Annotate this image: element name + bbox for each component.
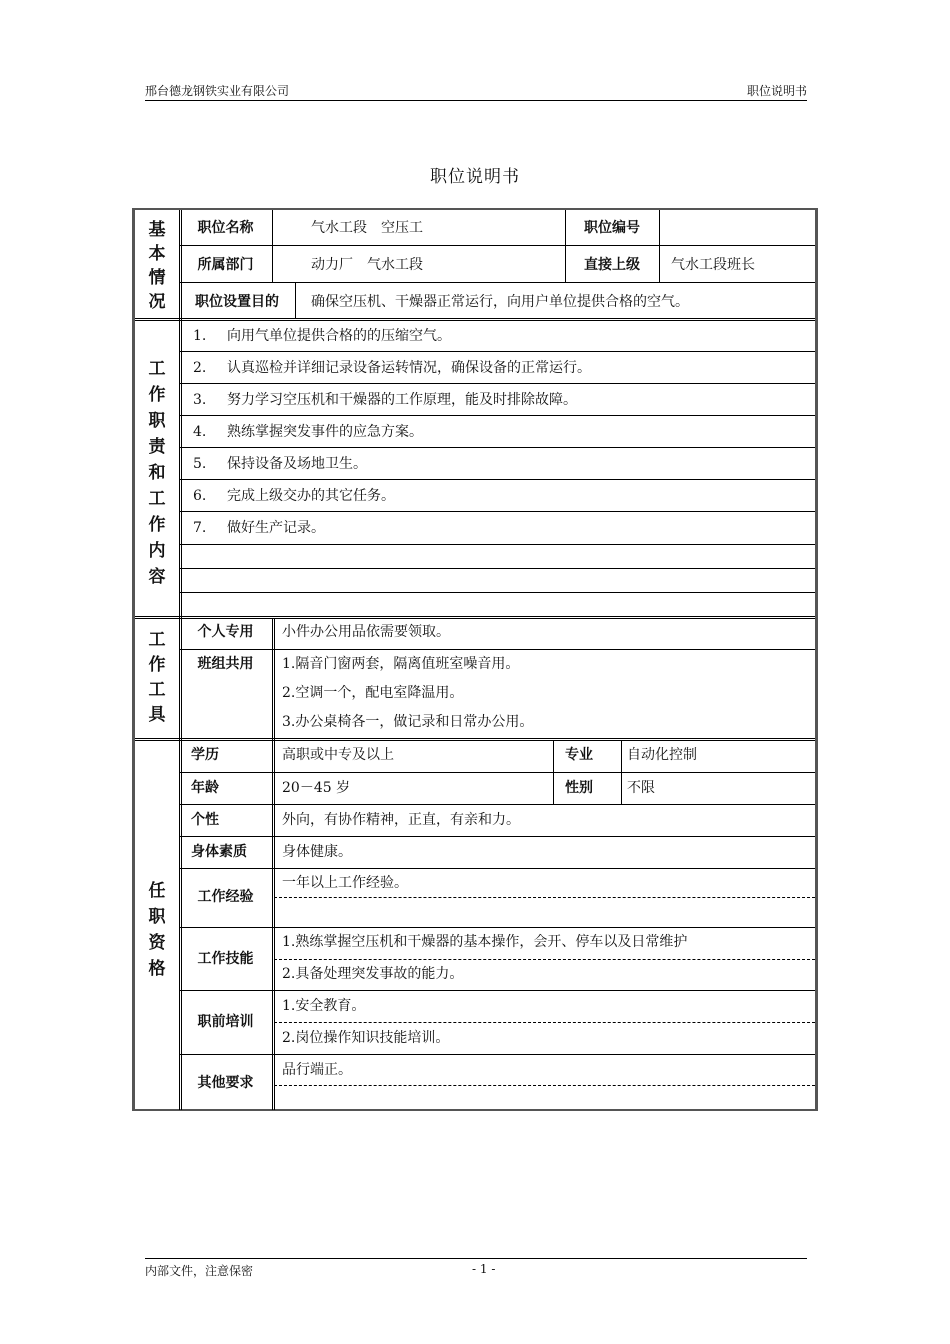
duty-item: 5. 保持设备及场地卫生。 xyxy=(193,456,367,472)
position-name-value: 气水工段 空压工 xyxy=(311,220,423,236)
education-label: 学历 xyxy=(191,747,219,763)
row-line xyxy=(179,245,815,246)
dashed-line xyxy=(274,959,815,960)
section-tools: 工 作 工 具 xyxy=(148,630,166,725)
duty-item: 1. 向用气单位提供合格的的压缩空气。 xyxy=(193,328,451,344)
experience-label: 工作经验 xyxy=(197,889,254,905)
duty-item: 6. 完成上级交办的其它任务。 xyxy=(193,488,395,504)
department-value: 动力厂 气水工段 xyxy=(311,257,423,273)
other-value: 品行端正。 xyxy=(282,1062,352,1078)
row-line xyxy=(179,544,815,545)
row-line xyxy=(179,568,815,569)
dashed-line xyxy=(274,1085,815,1086)
basic-label-divider xyxy=(272,210,273,282)
section-line xyxy=(135,738,815,741)
department-label: 所属部门 xyxy=(197,257,254,273)
basic-mid-divider-2 xyxy=(659,210,660,282)
position-name-label: 职位名称 xyxy=(197,220,254,236)
row-line xyxy=(179,383,815,384)
section-duties: 工 作 职 责 和 工 作 内 容 xyxy=(148,359,166,587)
skills-label: 工作技能 xyxy=(197,951,254,967)
shared-tools-item: 3.办公桌椅各一，做记录和日常办公用。 xyxy=(282,714,534,730)
section-line xyxy=(135,616,815,619)
training-item: 1.安全教育。 xyxy=(282,998,366,1014)
dashed-line xyxy=(274,1022,815,1023)
major-value: 自动化控制 xyxy=(627,747,697,763)
job-description-form xyxy=(132,208,818,1111)
purpose-label: 职位设置目的 xyxy=(195,294,279,310)
row-line xyxy=(179,447,815,448)
section-line xyxy=(135,318,815,321)
dashed-line xyxy=(274,897,815,898)
shared-tools-item: 1.隔音门窗两套，隔离值班室噪音用。 xyxy=(282,656,520,672)
experience-value: 一年以上工作经验。 xyxy=(282,875,408,891)
row-line xyxy=(179,804,815,805)
training-label: 职前培训 xyxy=(197,1014,254,1030)
footer-note: 内部文件，注意保密 xyxy=(145,1264,254,1278)
skills-item: 1.熟练掌握空压机和干燥器的基本操作，会开、停车以及日常维护 xyxy=(282,934,688,950)
health-value: 身体健康。 xyxy=(282,844,352,860)
footer-rule xyxy=(145,1258,807,1259)
shared-tools-item: 2.空调一个，配电室降温用。 xyxy=(282,685,464,701)
gender-value: 不限 xyxy=(627,780,655,796)
gender-label: 性别 xyxy=(565,780,593,796)
personality-value: 外向，有协作精神，正直，有亲和力。 xyxy=(282,812,520,828)
row-line xyxy=(179,990,815,991)
purpose-label-divider xyxy=(295,282,296,318)
row-line xyxy=(179,772,815,773)
duty-item: 2. 认真巡检并详细记录设备运转情况，确保设备的正常运行。 xyxy=(193,360,591,376)
personal-tools-value: 小件办公用品依需要领取。 xyxy=(282,624,450,640)
personality-label: 个性 xyxy=(191,812,219,828)
row-line xyxy=(179,351,815,352)
training-item: 2.岗位操作知识技能培训。 xyxy=(282,1030,450,1046)
supervisor-label: 直接上级 xyxy=(584,257,640,273)
page-title: 职位说明书 xyxy=(430,167,520,187)
row-line xyxy=(179,479,815,480)
row-line xyxy=(179,282,815,283)
skills-item: 2.具备处理突发事故的能力。 xyxy=(282,966,464,982)
row-line xyxy=(179,927,815,928)
page-number: - 1 - xyxy=(472,1262,496,1276)
row-line xyxy=(179,649,815,650)
supervisor-value: 气水工段班长 xyxy=(671,257,755,273)
row-line xyxy=(179,868,815,869)
other-label: 其他要求 xyxy=(197,1075,254,1091)
age-value: 20－45 岁 xyxy=(282,780,351,796)
section-basic-info: 基 本 情 况 xyxy=(148,220,166,312)
header-doc-type: 职位说明书 xyxy=(746,84,807,98)
row-line xyxy=(179,1054,815,1055)
tools-label-divider xyxy=(272,618,275,740)
running-header xyxy=(145,80,807,101)
personal-tools-label: 个人专用 xyxy=(197,624,254,640)
shared-tools-label: 班组共用 xyxy=(197,656,254,672)
major-label: 专业 xyxy=(565,747,593,763)
duty-item: 7. 做好生产记录。 xyxy=(193,520,325,536)
health-label: 身体素质 xyxy=(191,844,247,860)
section-qualifications: 任 职 资 格 xyxy=(148,881,166,979)
education-value: 高职或中专及以上 xyxy=(282,747,394,763)
row-line xyxy=(179,836,815,837)
duty-item: 4. 熟练掌握突发事件的应急方案。 xyxy=(193,424,423,440)
position-code-label: 职位编号 xyxy=(584,220,640,236)
duty-item: 3. 努力学习空压机和干燥器的工作原理，能及时排除故障。 xyxy=(193,392,577,408)
purpose-value: 确保空压机、干燥器正常运行，向用户单位提供合格的空气。 xyxy=(311,294,689,310)
row-line xyxy=(179,511,815,512)
company-name: 邢台德龙钢铁实业有限公司 xyxy=(145,84,290,98)
age-label: 年龄 xyxy=(191,780,219,796)
row-line xyxy=(179,592,815,593)
row-line xyxy=(179,415,815,416)
